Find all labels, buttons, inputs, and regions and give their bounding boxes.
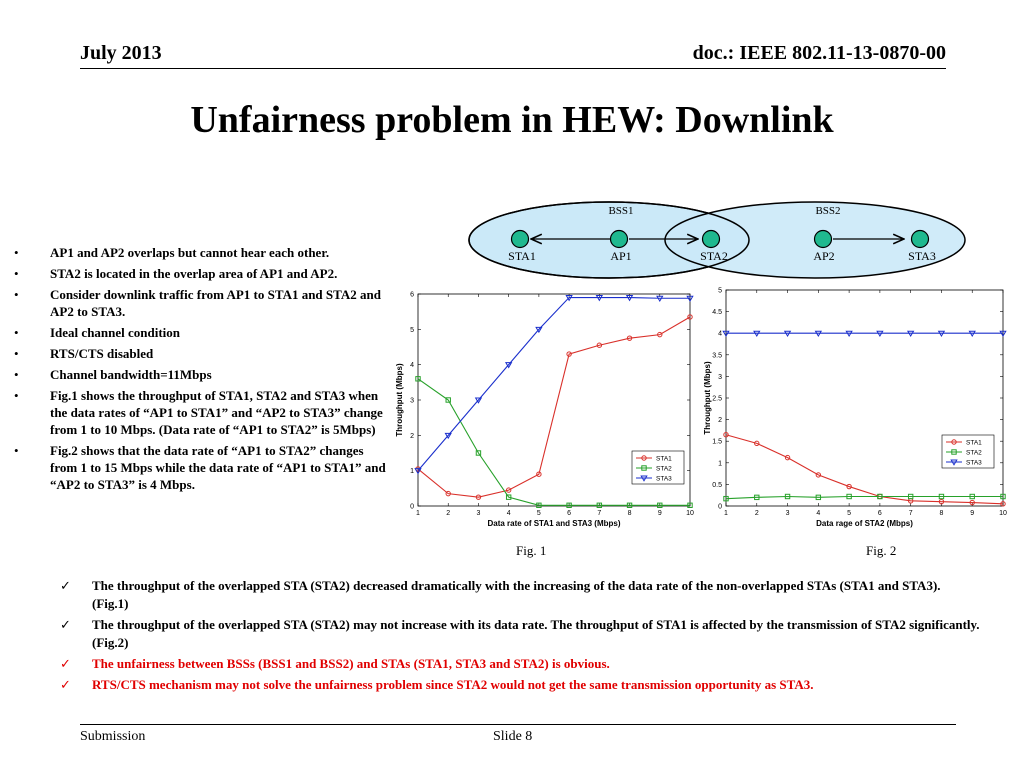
conclusion-item — [60, 676, 980, 694]
sta2-node — [703, 231, 720, 248]
fig1-caption: Fig. 1 — [516, 543, 547, 558]
x-tick-label: 9 — [970, 510, 975, 517]
header-doc-id: doc.: IEEE 802.11-13-0870-00 — [692, 42, 946, 64]
footer-slide-number: Slide 8 — [493, 729, 533, 744]
conclusion-list — [60, 577, 980, 697]
x-tick-label: 8 — [939, 510, 944, 517]
y-tick-label: 1.5 — [712, 438, 722, 446]
sta1-label: STA1 — [508, 249, 536, 263]
sta3-label: STA3 — [908, 249, 936, 263]
legend-label: STA1 — [656, 455, 672, 463]
y-tick-label: 4 — [410, 362, 414, 370]
y-tick-label: 2 — [410, 432, 414, 440]
x-axis-label: Data rage of STA2 (Mbps) — [816, 519, 913, 528]
sta1-node — [512, 231, 529, 248]
conclusion-item — [60, 577, 980, 613]
ap2-label: AP2 — [813, 249, 835, 263]
bss1-label: BSS1 — [608, 205, 634, 217]
x-tick-label: 2 — [754, 510, 759, 517]
legend-label: STA3 — [966, 459, 982, 467]
y-tick-label: 2.5 — [712, 395, 722, 403]
x-tick-label: 9 — [657, 510, 662, 517]
bullet-item: • Fig.1 shows the throughput of STA1, STA2 and STA3 when the data rates of “AP1 to STA1” and “AP2 to STA3” change from 1 to 10 Mbps. (Data rate of “AP1 to STA2” is 5Mbps) — [14, 387, 392, 438]
bss2-label: BSS2 — [815, 205, 841, 217]
slide-title: Unfairness problem in HEW: Downlink — [190, 99, 834, 141]
x-tick-label: 5 — [847, 510, 852, 517]
y-tick-label: 3 — [410, 397, 414, 405]
ap1-label: AP1 — [610, 249, 632, 263]
bss-topology-diagram — [466, 198, 970, 293]
legend-label: STA2 — [656, 465, 672, 473]
ap1-node — [611, 231, 628, 248]
bullet-item: • Ideal channel condition — [14, 324, 392, 341]
check-icon: ✓ — [60, 578, 71, 593]
x-tick-label: 5 — [536, 510, 541, 517]
conclusion-text: The throughput of the overlapped STA (STA2) decreased dramatically with the increasing of the data rate of the non-overlapped STAs (STA1 and STA3). (Fig.1) — [92, 578, 941, 611]
y-tick-label: 4 — [718, 330, 722, 338]
bullet-item: • Fig.2 shows that the data rate of “AP1 to STA2” changes from 1 to 15 Mbps while the data rate of “AP1 to STA1” and “AP2 to STA3” is 4 Mbps. — [14, 442, 392, 493]
y-tick-label: 0.5 — [712, 481, 722, 489]
bullet-list — [14, 244, 392, 497]
fig2-caption: Fig. 2 — [866, 543, 897, 558]
sta3-node — [912, 231, 929, 248]
x-tick-label: 6 — [567, 510, 572, 517]
throughput-chart-fig2 — [704, 286, 1014, 535]
bullet-item: • Consider downlink traffic from AP1 to STA1 and STA2 and AP2 to STA3. — [14, 286, 392, 320]
conclusion-text: The throughput of the overlapped STA (STA2) may not increase with its data rate. The throughput of STA1 is affected by the transmission of STA2 significantly. (Fig.2) — [92, 617, 980, 650]
check-icon: ✓ — [60, 656, 71, 671]
footer-divider — [80, 724, 956, 725]
plot-area — [726, 290, 1003, 506]
x-tick-label: 4 — [816, 510, 821, 517]
x-tick-label: 8 — [627, 510, 632, 517]
y-tick-label: 1 — [410, 468, 414, 476]
legend — [942, 435, 994, 468]
y-tick-label: 3 — [718, 373, 722, 381]
x-tick-label: 10 — [686, 510, 694, 517]
check-icon: ✓ — [60, 617, 71, 632]
footer-submission: Submission — [80, 729, 146, 744]
x-tick-label: 7 — [908, 510, 913, 517]
bullet-item: • Channel bandwidth=11Mbps — [14, 366, 392, 383]
y-tick-label: 2 — [718, 417, 722, 425]
y-tick-label: 5 — [410, 326, 414, 334]
conclusion-text: RTS/CTS mechanism may not solve the unfairness problem since STA2 would not get the same transmission opportunity as STA3. — [92, 677, 814, 692]
ap2-node — [815, 231, 832, 248]
conclusion-item — [60, 655, 980, 673]
y-tick-label: 1 — [718, 460, 722, 468]
y-tick-label: 0 — [718, 503, 722, 511]
throughput-chart-fig1 — [396, 286, 702, 535]
x-tick-label: 1 — [724, 510, 728, 517]
bullet-item: • STA2 is located in the overlap area of AP1 and AP2. — [14, 265, 392, 282]
legend — [632, 451, 684, 484]
bullet-item: • RTS/CTS disabled — [14, 345, 392, 362]
x-tick-label: 7 — [597, 510, 602, 517]
y-tick-label: 0 — [410, 503, 414, 511]
bullet-item: • AP1 and AP2 overlaps but cannot hear each other. — [14, 244, 392, 261]
header-date: July 2013 — [80, 42, 162, 64]
x-tick-label: 6 — [877, 510, 882, 517]
x-tick-label: 3 — [476, 510, 481, 517]
y-tick-label: 5 — [718, 287, 722, 295]
conclusion-text: The unfairness between BSSs (BSS1 and BSS2) and STAs (STA1, STA3 and STA2) is obvious. — [92, 656, 610, 671]
x-tick-label: 2 — [446, 510, 451, 517]
x-tick-label: 1 — [416, 510, 420, 517]
header-divider — [80, 68, 946, 69]
y-axis-label: Throughput (Mbps) — [703, 361, 712, 435]
y-tick-label: 3.5 — [712, 352, 722, 360]
x-axis-label: Data rate of STA1 and STA3 (Mbps) — [487, 519, 621, 528]
legend-label: STA3 — [656, 475, 672, 483]
y-axis-label: Throughput (Mbps) — [395, 363, 404, 437]
legend-label: STA2 — [966, 449, 982, 457]
x-tick-label: 3 — [785, 510, 790, 517]
x-tick-label: 4 — [506, 510, 511, 517]
conclusion-item — [60, 616, 980, 652]
y-tick-label: 4.5 — [712, 309, 722, 317]
sta2-label: STA2 — [700, 249, 728, 263]
legend-label: STA1 — [966, 439, 982, 447]
check-icon: ✓ — [60, 677, 71, 692]
x-tick-label: 10 — [999, 510, 1007, 517]
y-tick-label: 6 — [410, 291, 414, 299]
